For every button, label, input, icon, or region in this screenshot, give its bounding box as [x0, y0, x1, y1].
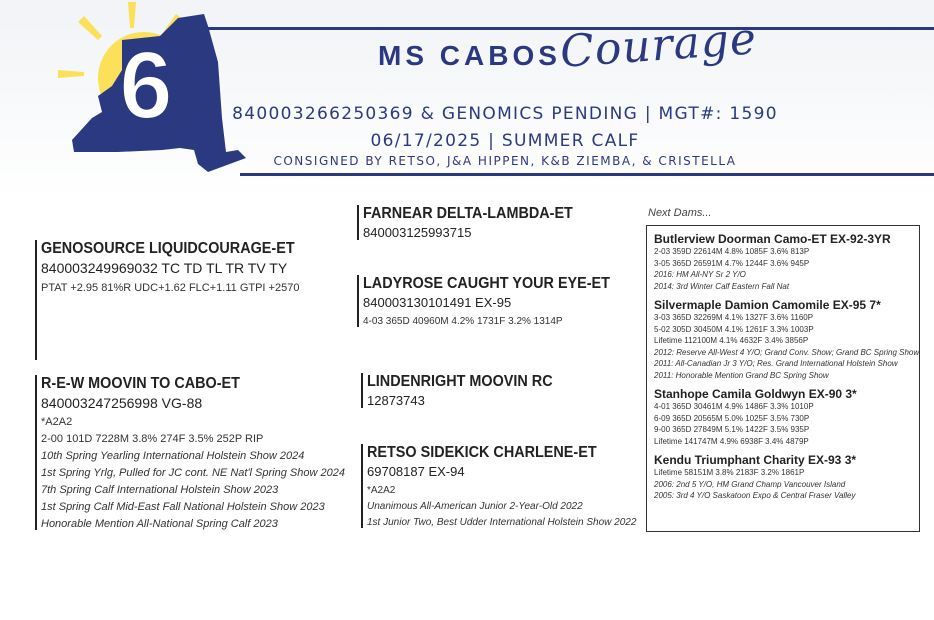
next-dam-name: Butlerview Doorman Camo-ET EX-92-3YR	[654, 232, 891, 246]
next-dam-line: Lifetime 141747M 4.9% 6938F 3.4% 4879P	[654, 436, 809, 446]
header-bottom-rule	[240, 173, 934, 176]
dam-sire-block	[361, 373, 573, 408]
next-dam-line: 2006: 2nd 5 Y/O, HM Grand Champ Vancouver Island	[654, 479, 846, 489]
sire-block	[35, 240, 323, 360]
ids-line: 840003266250369 & GENOMICS PENDING | MGT#: 1590	[232, 104, 778, 124]
dam-honor: 7th Spring Calf International Holstein Show 2023	[41, 484, 279, 496]
consignor-line: CONSIGNED BY RETSO, J&A HIPPEN, K&B ZIEMBA, & CRISTELLA	[273, 154, 737, 168]
next-dam-line: Lifetime 112100M 4.1% 4632F 3.4% 3856P	[654, 336, 809, 345]
next-dam-entry	[654, 453, 912, 502]
dam-honor: 10th Spring Yearling International Holstein Show 2024	[41, 450, 305, 462]
dam-dam-block	[361, 444, 636, 528]
sire-dam-reg: 840003130101491 EX-95	[363, 295, 512, 310]
next-dam-line: 3-05 365D 26591M 4.7% 1244F 3.6% 945P	[654, 258, 810, 268]
next-dam-line: 9-00 365D 27849M 5.1% 1422F 3.5% 935P	[654, 425, 810, 434]
sire-genomics: PTAT +2.95 81%R UDC+1.62 FLC+1.11 GTPI +2570	[41, 282, 300, 294]
dam-sire-reg: 12873743	[367, 393, 425, 408]
next-dam-line: 2005: 3rd 4 Y/O Saskatoon Expo & Central Fraser Valley	[654, 491, 856, 500]
next-dam-name: Kendu Triumphant Charity EX-93 3*	[654, 453, 857, 467]
next-dams-box	[646, 225, 920, 532]
dam-dam-reg: 69708187 EX-94	[367, 464, 465, 479]
sire-dam-block	[357, 275, 637, 327]
next-dam-line: 2012: Reserve All-West 4 Y/O; Grand Conv. Show; Grand BC Spring Show	[654, 347, 920, 357]
sire-sire-reg: 840003125993715	[363, 225, 472, 240]
next-dam-line: 2011: Honorable Mention Grand BC Spring Show	[654, 370, 829, 380]
next-dam-line: 6-09 365D 20565M 5.0% 1025F 3.5% 730P	[654, 413, 810, 423]
sire-sire-name: FARNEAR DELTA-LAMBDA-ET	[363, 205, 573, 222]
dam-sire-name: LINDENRIGHT MOOVIN RC	[367, 373, 553, 390]
next-dam-entry	[654, 387, 912, 447]
dam-dam-honor: 1st Junior Two, Best Udder International Holstein Show 2022	[367, 517, 637, 528]
dam-honor: 1st Spring Yrlg, Pulled for JC cont. NE Nat'l Spring Show 2024	[41, 467, 345, 479]
next-dam-line: 2016: HM All-NY Sr 2 Y/O	[654, 270, 746, 279]
next-dam-line: 2014: 3rd Winter Calf Eastern Fall Nat	[654, 281, 790, 291]
next-dam-entry	[654, 298, 920, 381]
next-dam-line: 5-02 305D 30450M 4.1% 1261F 3.3% 1003P	[654, 324, 814, 334]
sire-dam-record: 4-03 365D 40960M 4.2% 1731F 3.2% 1314P	[363, 316, 563, 327]
dam-honor: 1st Spring Calf Mid-East Fall National Holstein Show 2023	[41, 501, 325, 513]
animal-name-prefix: MS CABOS	[378, 40, 561, 71]
dam-block	[35, 375, 345, 530]
dam-dam-honor: Unanimous All-American Junior 2-Year-Old 2022	[367, 501, 583, 512]
next-dam-line: 4-01 365D 30461M 4.9% 1486F 3.3% 1010P	[654, 402, 814, 411]
dam-reg: 840003247256998 VG-88	[41, 395, 203, 411]
next-dam-line: 2-03 359D 22614M 4.8% 1085F 3.6% 813P	[654, 247, 810, 256]
dam-dam-beta: *A2A2	[367, 485, 396, 496]
lot-number: 6	[119, 32, 173, 139]
sire-dam-name: LADYROSE CAUGHT YOUR EYE-ET	[363, 275, 610, 292]
next-dam-line: 3-03 365D 32269M 4.1% 1327F 3.6% 1160P	[654, 313, 814, 322]
dam-honor: Honorable Mention All-National Spring Calf 2023	[41, 518, 278, 530]
next-dam-name: Stanhope Camila Goldwyn EX-90 3*	[654, 387, 857, 401]
sire-name: GENOSOURCE LIQUIDCOURAGE-ET	[41, 240, 295, 257]
animal-name-script: Courage	[558, 13, 759, 78]
sire-reg: 840003249969032 TC TD TL TR TV TY	[41, 260, 288, 276]
dam-dam-name: RETSO SIDEKICK CHARLENE-ET	[367, 444, 597, 461]
dam-record: 2-00 101D 7228M 3.8% 274F 3.5% 252P RIP	[41, 433, 264, 445]
sire-sire-block	[357, 205, 596, 240]
next-dam-line: Lifetime 58151M 3.8% 2183F 3.2% 1861P	[654, 468, 805, 477]
next-dam-entry	[654, 232, 912, 292]
next-dam-line: 2011: All-Canadian Jr 3 Y/O; Res. Grand International Holstein Show	[654, 359, 898, 368]
dam-name: R-E-W MOOVIN TO CABO-ET	[41, 375, 240, 392]
dam-beta: *A2A2	[41, 416, 73, 428]
birth-line: 06/17/2025 | SUMMER CALF	[370, 131, 640, 151]
next-dam-name: Silvermaple Damion Camomile EX-95 7*	[654, 298, 881, 312]
next-dams-heading: Next Dams...	[648, 207, 712, 219]
